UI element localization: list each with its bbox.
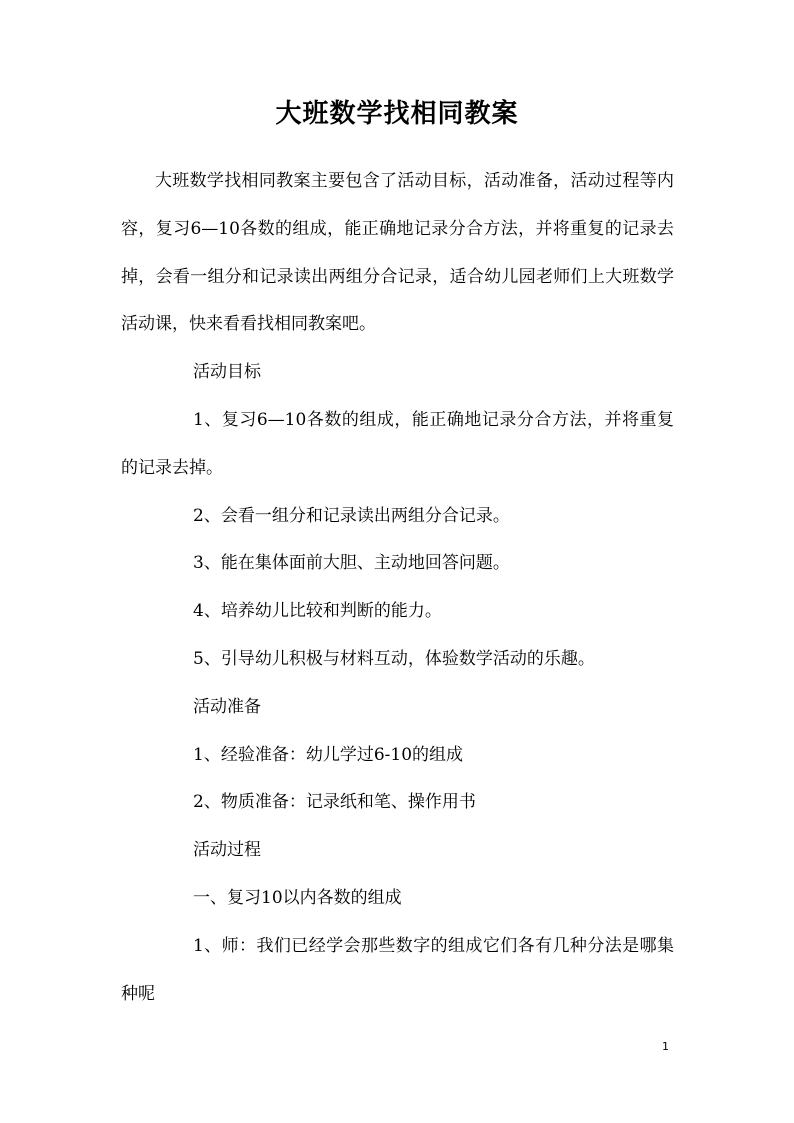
section-heading-preparation: 活动准备 <box>193 696 261 717</box>
intro-paragraph: 大班数学找相同教案主要包含了活动目标，活动准备，活动过程等内容，复习6—10各数的组成，能正确地记录分合方法，并将重复的记录去掉，会看一组分和记录读出两组分合记录，适合幼儿园老师们上大班数学活动课，快来看看找相同教案吧。 <box>121 171 674 335</box>
goal-item-3: 3、能在集体面前大胆、主动地回答问题。 <box>193 553 510 574</box>
goal-item-1: 1、复习6—10各数的组成，能正确地记录分合方法，并将重复的记录去掉。 <box>121 409 674 478</box>
page-number: 1 <box>662 1040 669 1053</box>
document-title: 大班数学找相同教案 <box>275 99 519 129</box>
goal-item-2: 2、会看一组分和记录读出两组分合记录。 <box>193 505 510 526</box>
goal-item-5: 5、引导幼儿积极与材料互动，体验数学活动的乐趣。 <box>193 648 595 669</box>
section-heading-process: 活动过程 <box>193 840 261 861</box>
document-body <box>121 158 674 1018</box>
preparation-item-2: 2、物质准备：记录纸和笔、操作用书 <box>193 792 476 813</box>
preparation-item-1: 1、经验准备：幼儿学过6-10的组成 <box>193 744 464 765</box>
process-item-1: 1、师：我们已经学会那些数字的组成它们各有几种分法是哪集种呢 <box>121 935 674 1004</box>
process-step-heading: 一、复习10以内各数的组成 <box>193 887 402 908</box>
section-heading-goals: 活动目标 <box>193 362 261 383</box>
goal-item-4: 4、培养幼儿比较和判断的能力。 <box>193 601 442 622</box>
